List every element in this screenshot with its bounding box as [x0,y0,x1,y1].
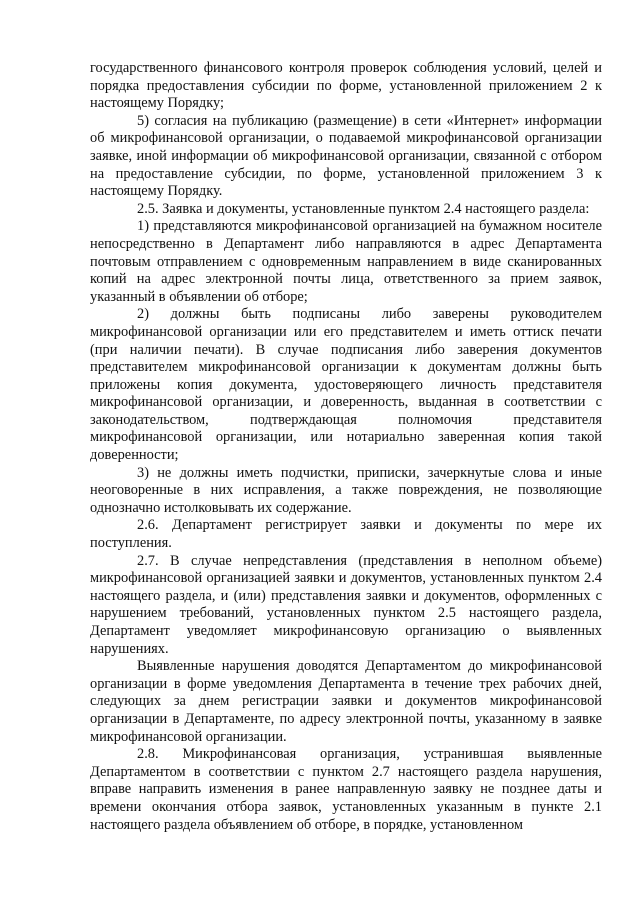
paragraph-2-8: 2.8. Микрофинансовая организация, устранившая выявленные Департаментом в соответствии с пунктом 2.7 настоящего раздела нарушения, вправе направить изменения в ранее направленную заявку не позднее даты и времени окончания отбора заявок, установленных указанным в пункте 2.1 настоящего раздела объявлением об отборе, в порядке, установленном [90,746,602,833]
paragraph-violations-notice: Выявленные нарушения доводятся Департаментом до микрофинансовой организации в форме уведомления Департамента в течение трех рабочих дней, следующих за днем регистрации заявки и документов микрофинансовой организации в Департаменте, по адресу электронной почты, указанному в заявке микрофинансовой организации. [90,658,602,745]
paragraph-2-5-item-1: 1) представляются микрофинансовой организацией на бумажном носителе непосредственно в Департамент либо направляются в адрес Департамента почтовым отправлением с одновременным направлением в виде сканированных копий на адрес электронной почты лица, ответственного за прием заявок, указанный в объявлении об отборе; [90,218,602,305]
paragraph-item-5: 5) согласия на публикацию (размещение) в сети «Интернет» информации об микрофинансовой организации, о подаваемой микрофинансовой организации заявке, иной информации об микрофинансовой организации, связанной с отбором на предоставление субсидии, по форме, установленной приложением 3 к настоящему Порядку. [90,112,602,200]
document-page [90,60,602,834]
paragraph-continuation: государственного финансового контроля проверок соблюдения условий, целей и порядка предоставления субсидии по форме, установленной приложением 2 к настоящему Порядку; [90,60,602,112]
paragraph-2-5-item-3: 3) не должны иметь подчистки, приписки, зачеркнутые слова и иные неоговоренные в них исправления, а также повреждения, не позволяющие однозначно истолковывать их содержание. [90,464,602,516]
paragraph-2-6: 2.6. Департамент регистрирует заявки и документы по мере их поступления. [90,517,602,552]
paragraph-2-7: 2.7. В случае непредставления (представления в неполном объеме) микрофинансовой организацией заявки и документов, установленных пунктом 2.4 настоящего раздела, и (или) представления заявки и документов, оформленных с нарушением требований, установленных пунктом 2.5 настоящего раздела, Департамент уведомляет микрофинансовую организацию о выявленных нарушениях. [90,552,602,657]
paragraph-2-5-item-2: 2) должны быть подписаны либо заверены руководителем микрофинансовой организации или его представителем и иметь оттиск печати (при наличии печати). В случае подписания либо заверения документов представителем микрофинансовой организации к документам должны быть приложены копия документа, удостоверяющего личность представителя микрофинансовой организации, и доверенность, выданная в соответствии с законодательством, подтверждающая полномочия представителя микрофинансовой организации, или нотариально заверенная копия такой доверенности; [90,306,602,464]
paragraph-2-5: 2.5. Заявка и документы, установленные пунктом 2.4 настоящего раздела: [137,200,590,217]
